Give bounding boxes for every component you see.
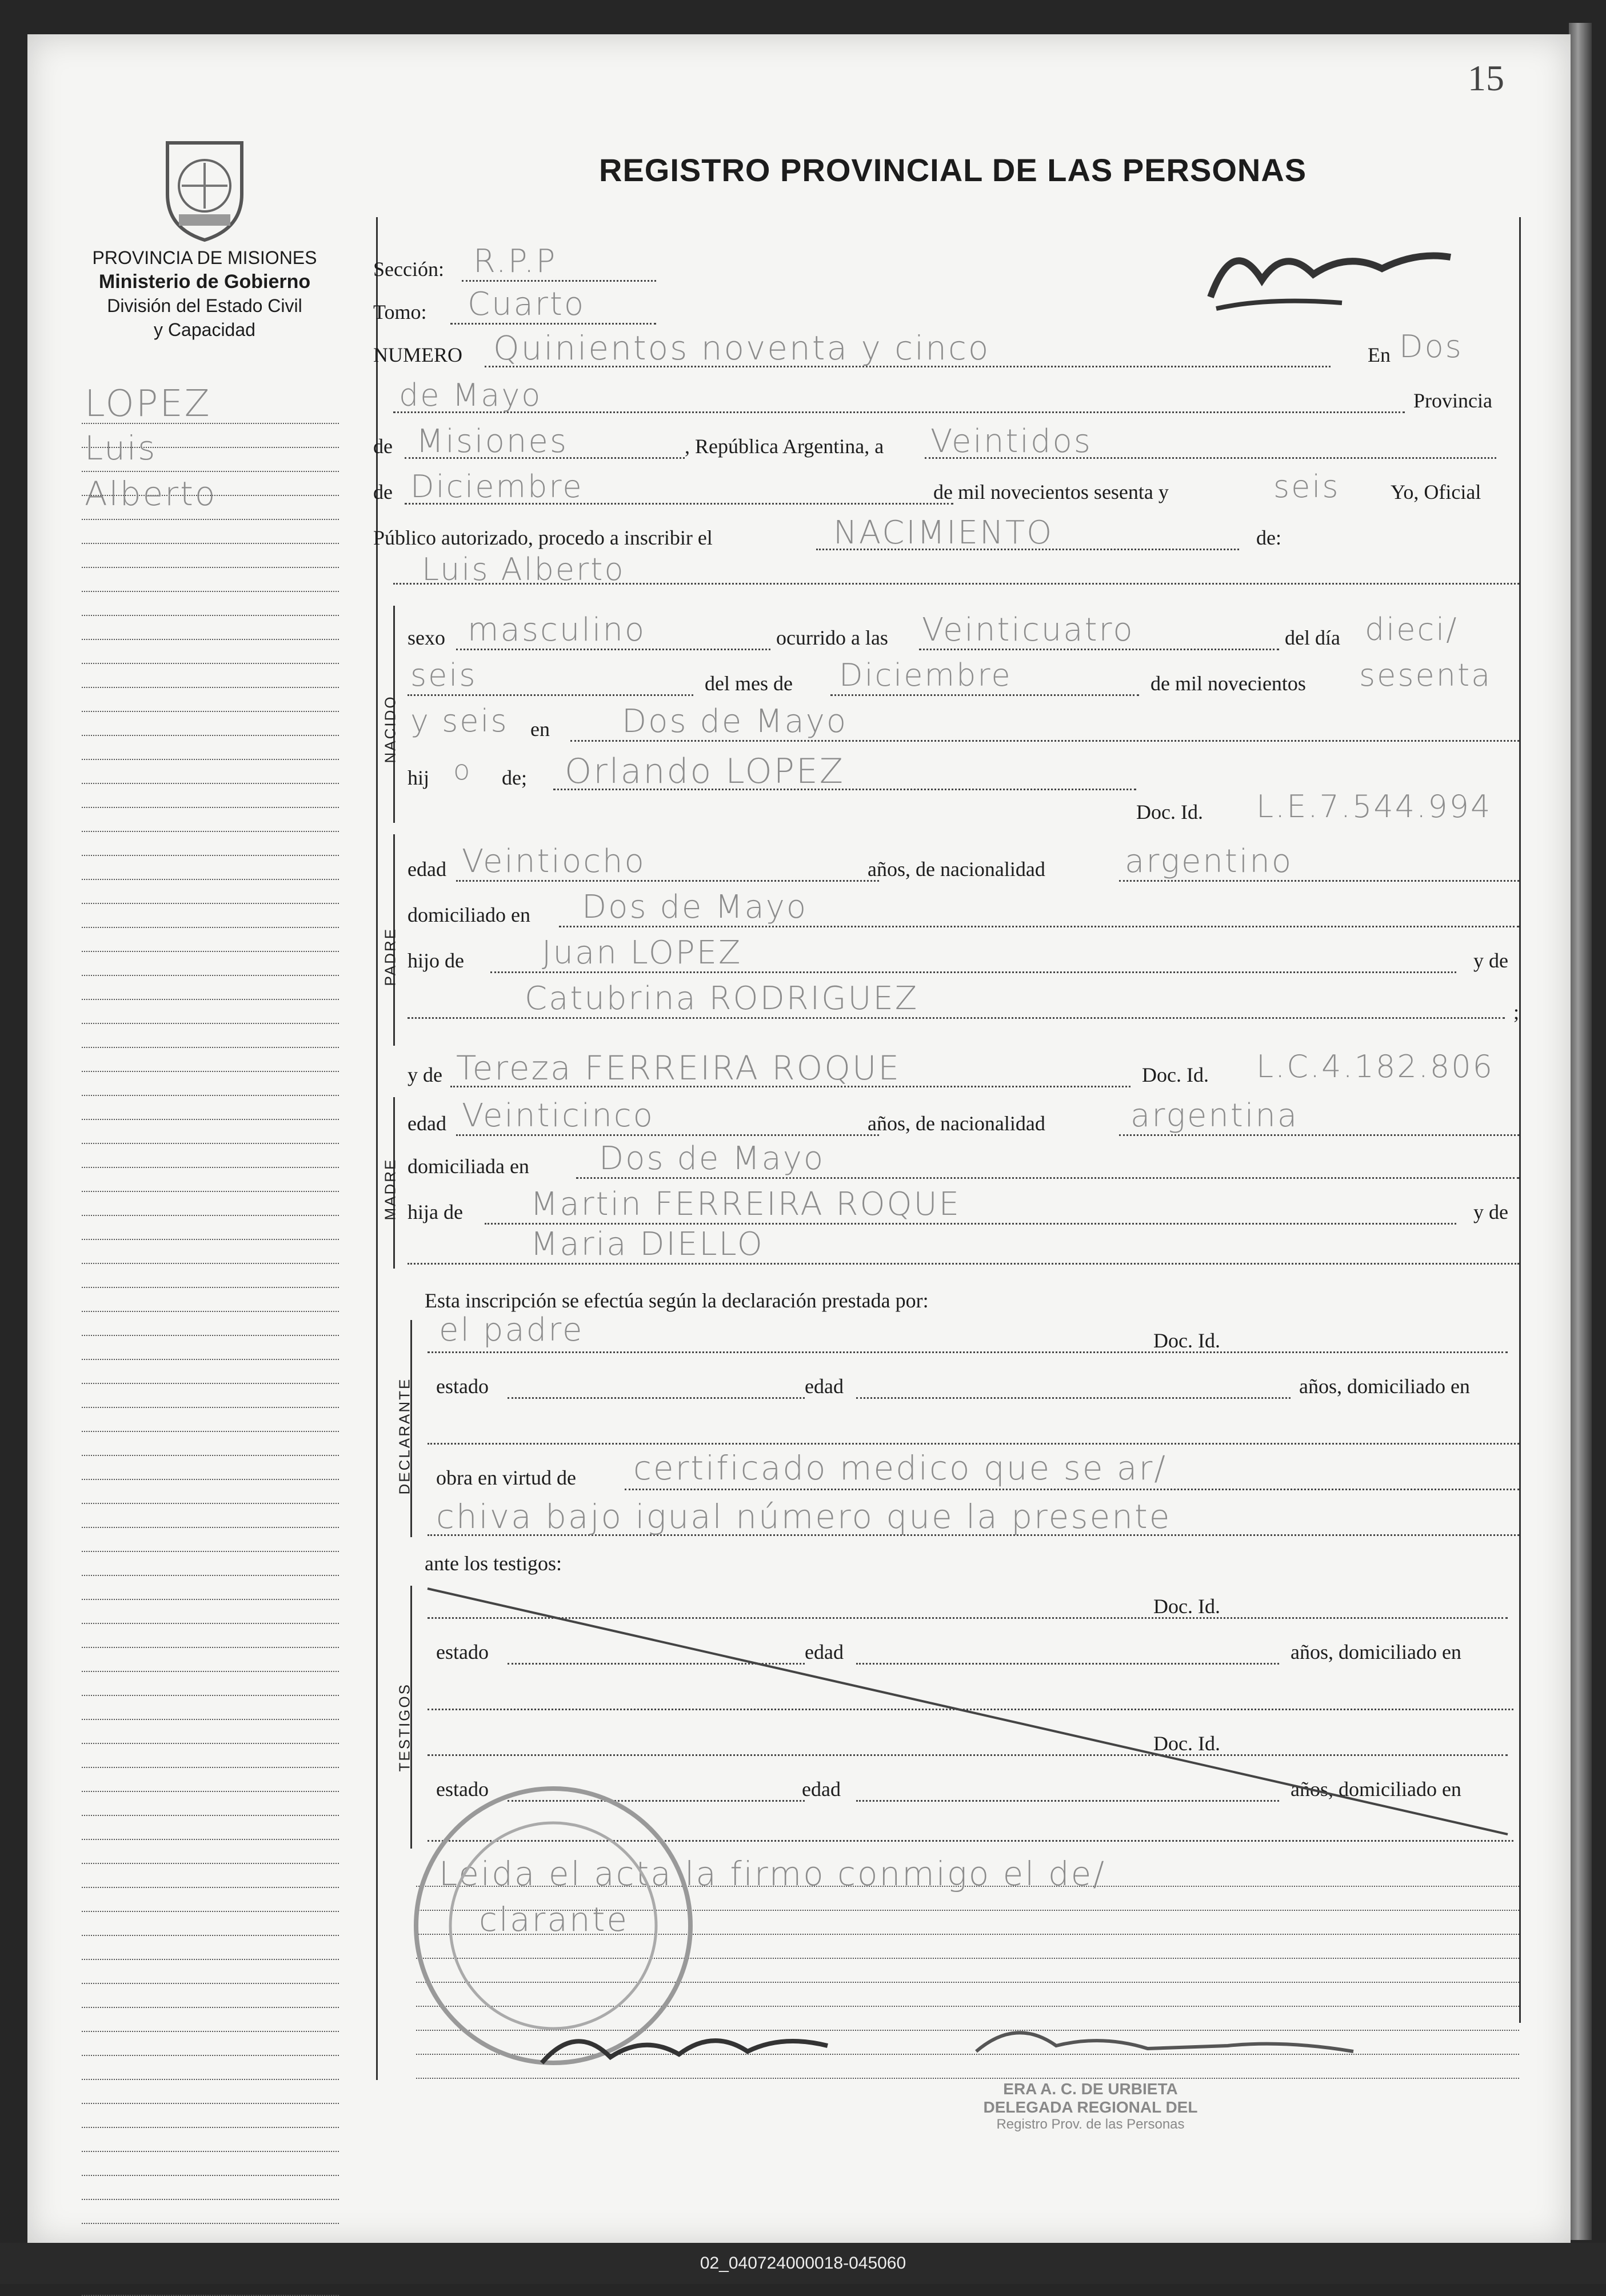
label-estado-testigo2: estado [436,1778,489,1801]
line-en-cont [393,411,1405,413]
label-publico: Público autorizado, procedo a inscribir el [373,526,713,549]
entry-declarante: el padre [439,1311,584,1349]
side-label-nacido: NACIDO [381,695,399,763]
stamp-office: Registro Prov. de las Personas [996,2117,1185,2132]
entry-madre: Tereza FERREIRA ROQUE [456,1049,901,1087]
label-doc-id-declarante: Doc. Id. [1153,1329,1220,1352]
entry-padre-dom: Dos de Mayo [582,889,808,926]
entry-padre: Orlando LOPEZ [565,751,845,791]
officer-signature [965,2000,1365,2080]
line-declarante [428,1351,1508,1353]
entry-cierre-2: clarante [479,1900,629,1939]
line-padre-nac [1119,880,1519,882]
register-page [27,34,1571,2246]
line-madre-edad [456,1134,879,1136]
entry-obra-1: certificado medico que se ar/ [633,1449,1167,1487]
line-tomo [450,323,656,325]
line-padre-edad [456,880,879,882]
official-signature [1199,211,1462,326]
label-anos-dom-testigo1: años, domiciliado en [1291,1641,1461,1663]
line-obra-1 [625,1489,1519,1490]
side-label-testigos: TESTIGOS [395,1683,413,1772]
label-estado-testigo1: estado [436,1641,489,1663]
label-ocurrido: ocurrido a las [776,626,888,649]
label-republica: , República Argentina, a [685,435,884,458]
entry-mes-nac: Diciembre [839,657,1012,693]
entry-acto: NACIMIENTO [833,514,1054,551]
label-obra: obra en virtud de [436,1466,576,1489]
entry-seccion: R.P.P [473,243,557,280]
line-padre-dom [559,926,1519,927]
entry-a-dia: Veintidos [930,423,1092,460]
entry-madre-edad: Veinticinco [462,1097,654,1134]
label-numero: NUMERO [373,343,463,366]
office-division: División del Estado Civil [107,295,302,316]
label-doc-id-testigo1: Doc. Id. [1153,1595,1220,1618]
label-de-semi: de; [502,766,527,789]
label-edad-declarante: edad [805,1375,844,1398]
line-dia-cont [408,694,693,696]
line-lugar [570,740,1519,742]
margin-surname: LOPEZ [85,383,211,425]
entry-numero: Quinientos noventa y cinco [493,329,990,367]
entry-obra-2: chiva bajo igual número que la presente [436,1497,1172,1536]
officer-stamp [862,2080,1319,2133]
label-anos-dom-declarante: años, domiciliado en [1299,1375,1470,1398]
side-label-padre: PADRE [381,927,399,986]
entry-madre-madre: Maria DIELLO [530,1226,764,1263]
label-edad-padre: edad [408,858,446,881]
entry-anio-nac: sesenta [1359,657,1492,693]
line-sexo [456,649,770,650]
stamp-name: ERA A. C. DE URBIETA [1003,2080,1178,2098]
office-ministry: Ministerio de Gobierno [98,271,311,293]
line-seccion [462,280,656,282]
label-semicolon: ; [1513,1001,1520,1023]
entry-sexo: masculino [468,611,646,649]
entry-madre-dom: Dos de Mayo [599,1140,825,1177]
label-de3: de: [1256,526,1281,549]
entry-hij-suffix: o [453,754,472,786]
label-de: de [373,435,393,458]
entry-madre-doc: L.C.4.182.806 [1256,1049,1494,1085]
line-madre-dom [576,1177,1519,1179]
margin-ruled-lines [82,400,339,2296]
label-tomo: Tomo: [373,301,427,323]
label-hija-de: hija de [408,1201,463,1223]
margin-name-2: Alberto [85,474,217,513]
label-anos-nac-madre: años, de nacionalidad [868,1112,1045,1135]
label-y-de-hija: y de [1473,1201,1508,1223]
label-doc-id-padre: Doc. Id. [1136,801,1203,823]
label-en2: en [530,718,550,741]
label-mil-nov: de mil novecientos sesenta y [933,481,1169,503]
line-decl-dom [428,1443,1519,1445]
entry-anio: seis [1273,469,1340,505]
label-inscripcion: Esta inscripción se efectúa según la declaración prestada por: [425,1289,929,1312]
label-domiciliado-padre: domiciliado en [408,903,530,926]
label-hijo-de: hijo de [408,949,464,972]
label-yo-oficial: Yo, Oficial [1391,481,1481,503]
entry-de-prov: Misiones [416,423,568,460]
line-padre-madre [408,1017,1505,1019]
office-header [62,246,347,342]
entry-padre-madre: Catubrina RODRIGUEZ [525,980,919,1017]
label-hij: hij [408,766,430,789]
page-number: 15 [1468,58,1504,98]
side-label-declarante: DECLARANTE [395,1377,413,1495]
label-seccion: Sección: [373,258,444,281]
label-del-dia: del día [1285,626,1340,649]
entry-padre-doc: L.E.7.544.994 [1256,789,1492,825]
entry-hora: Veinticuatro [922,611,1134,649]
line-mes-nac [830,694,1139,696]
label-estado-declarante: estado [436,1375,489,1398]
line-decl-estado [508,1397,805,1399]
side-label-madre: MADRE [381,1158,399,1221]
entry-lugar: Dos de Mayo [622,703,848,740]
label-edad-testigo2: edad [802,1778,841,1801]
label-y-de-madre: y de [408,1063,442,1086]
label-edad-madre: edad [408,1112,446,1135]
entry-madre-padre: Martin FERREIRA ROQUE [530,1186,961,1223]
line-madre-nac [1119,1134,1519,1136]
entry-nombre: Luis Alberto [422,551,625,587]
entry-tomo: Cuarto [468,286,586,323]
entry-cierre-1: Leida el acta la firmo conmigo el de/ [439,1854,1106,1893]
image-id-footer: 02_040724000018-045060 [0,2243,1606,2284]
office-province: PROVINCIA DE MISIONES [92,247,317,268]
label-ante: ante los testigos: [425,1552,562,1575]
entry-madre-nac: argentina [1130,1097,1299,1134]
line-hora [919,649,1279,650]
coat-of-arms-icon [156,131,253,246]
entry-padre-padre: Juan LOPEZ [542,934,742,971]
entry-anio-nac-cont: y seis [410,703,509,739]
entry-dia-cont: seis [410,657,477,693]
label-sexo: sexo [408,626,445,649]
label-provincia: Provincia [1413,389,1492,412]
label-anos-dom-testigo2: años, domiciliado en [1291,1778,1461,1801]
label-domiciliada: domiciliada en [408,1155,529,1178]
page-title: REGISTRO PROVINCIAL DE LAS PERSONAS [599,152,1307,188]
entry-en: Dos [1399,329,1463,365]
stamp-role: DELEGADA REGIONAL DEL [983,2098,1198,2116]
entry-padre-edad: Veintiocho [462,843,646,880]
line-madre-padre [485,1223,1456,1225]
label-anos-nac-padre: años, de nacionalidad [868,858,1045,881]
label-mil-nov2: de mil novecientos [1150,672,1306,695]
label-doc-id-madre: Doc. Id. [1142,1063,1209,1086]
label-en: En [1368,343,1391,366]
line-madre-madre [408,1263,1519,1265]
margin-name-1: Luis [85,429,157,467]
entry-en-cont: de Mayo [399,377,542,413]
entry-padre-nac: argentino [1125,843,1293,880]
book-binding [1569,23,1592,2240]
label-del-mes: del mes de [705,672,793,695]
office-division-cont: y Capacidad [154,319,255,340]
entry-dia: dieci/ [1365,611,1459,647]
label-edad-testigo1: edad [805,1641,844,1663]
form-right-border [1519,217,1521,2023]
declarant-signature [530,2000,850,2091]
label-doc-id-testigo2: Doc. Id. [1153,1732,1220,1755]
label-y-de-padre: y de [1473,949,1508,972]
line-padre-padre [490,971,1456,973]
label-de2: de [373,481,393,503]
entry-mes: Diciembre [410,469,584,505]
line-decl-edad [856,1397,1291,1399]
